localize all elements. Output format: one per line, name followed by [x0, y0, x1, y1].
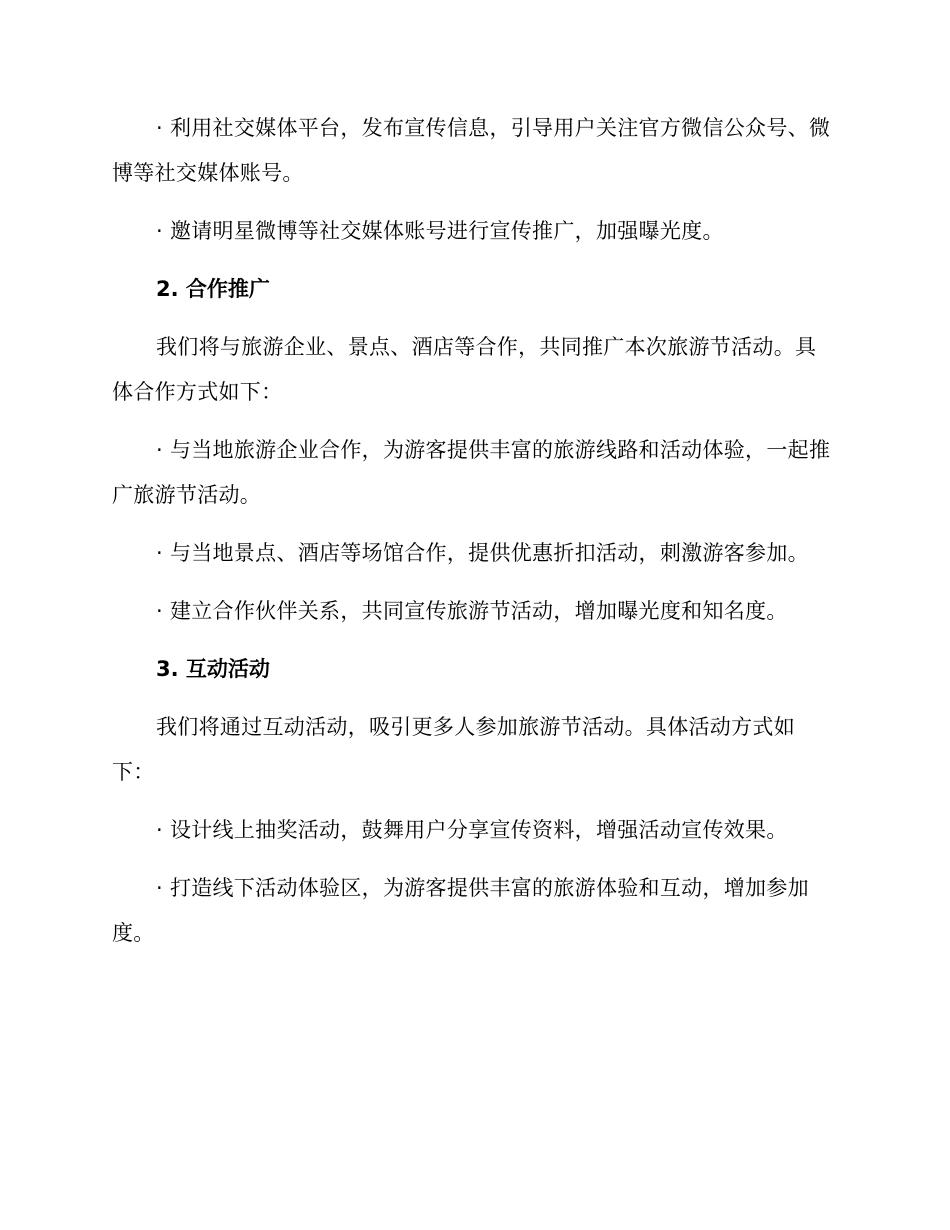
bullet-celebrity-weibo: · 邀请明星微博等社交媒体账号进行宣传推广，加强曝光度。 [156, 219, 724, 243]
bullet-offline-experience: · 打造线下活动体验区，为游客提供丰富的旅游体验和互动，增加参加度。 [112, 876, 809, 945]
section-heading-interactive: 3. 互动活动 [156, 657, 270, 681]
interactive-intro-paragraph: 我们将通过互动活动，吸引更多人参加旅游节活动。具体活动方式如下： [112, 715, 795, 784]
bullet-tourism-enterprises: · 与当地旅游企业合作，为游客提供丰富的旅游线路和活动体验，一起推广旅游节活动。 [112, 438, 831, 507]
bullet-social-media-platform: · 利用社交媒体平台，发布宣传信息，引导用户关注官方微信公众号、微博等社交媒体账号。 [112, 116, 831, 185]
section-heading-cooperation: 2. 合作推广 [156, 277, 270, 301]
bullet-venues-discounts: · 与当地景点、酒店等场馆合作，提供优惠折扣活动，刺激游客参加。 [156, 541, 809, 565]
bullet-online-lottery: · 设计线上抽奖活动，鼓舞用户分享宣传资料，增强活动宣传效果。 [156, 818, 788, 842]
document-page [112, 106, 832, 969]
cooperation-intro-paragraph: 我们将与旅游企业、景点、酒店等合作，共同推广本次旅游节活动。具体合作方式如下： [112, 335, 817, 404]
bullet-partnerships: · 建立合作伙伴关系，共同宣传旅游节活动，增加曝光度和知名度。 [156, 599, 788, 623]
